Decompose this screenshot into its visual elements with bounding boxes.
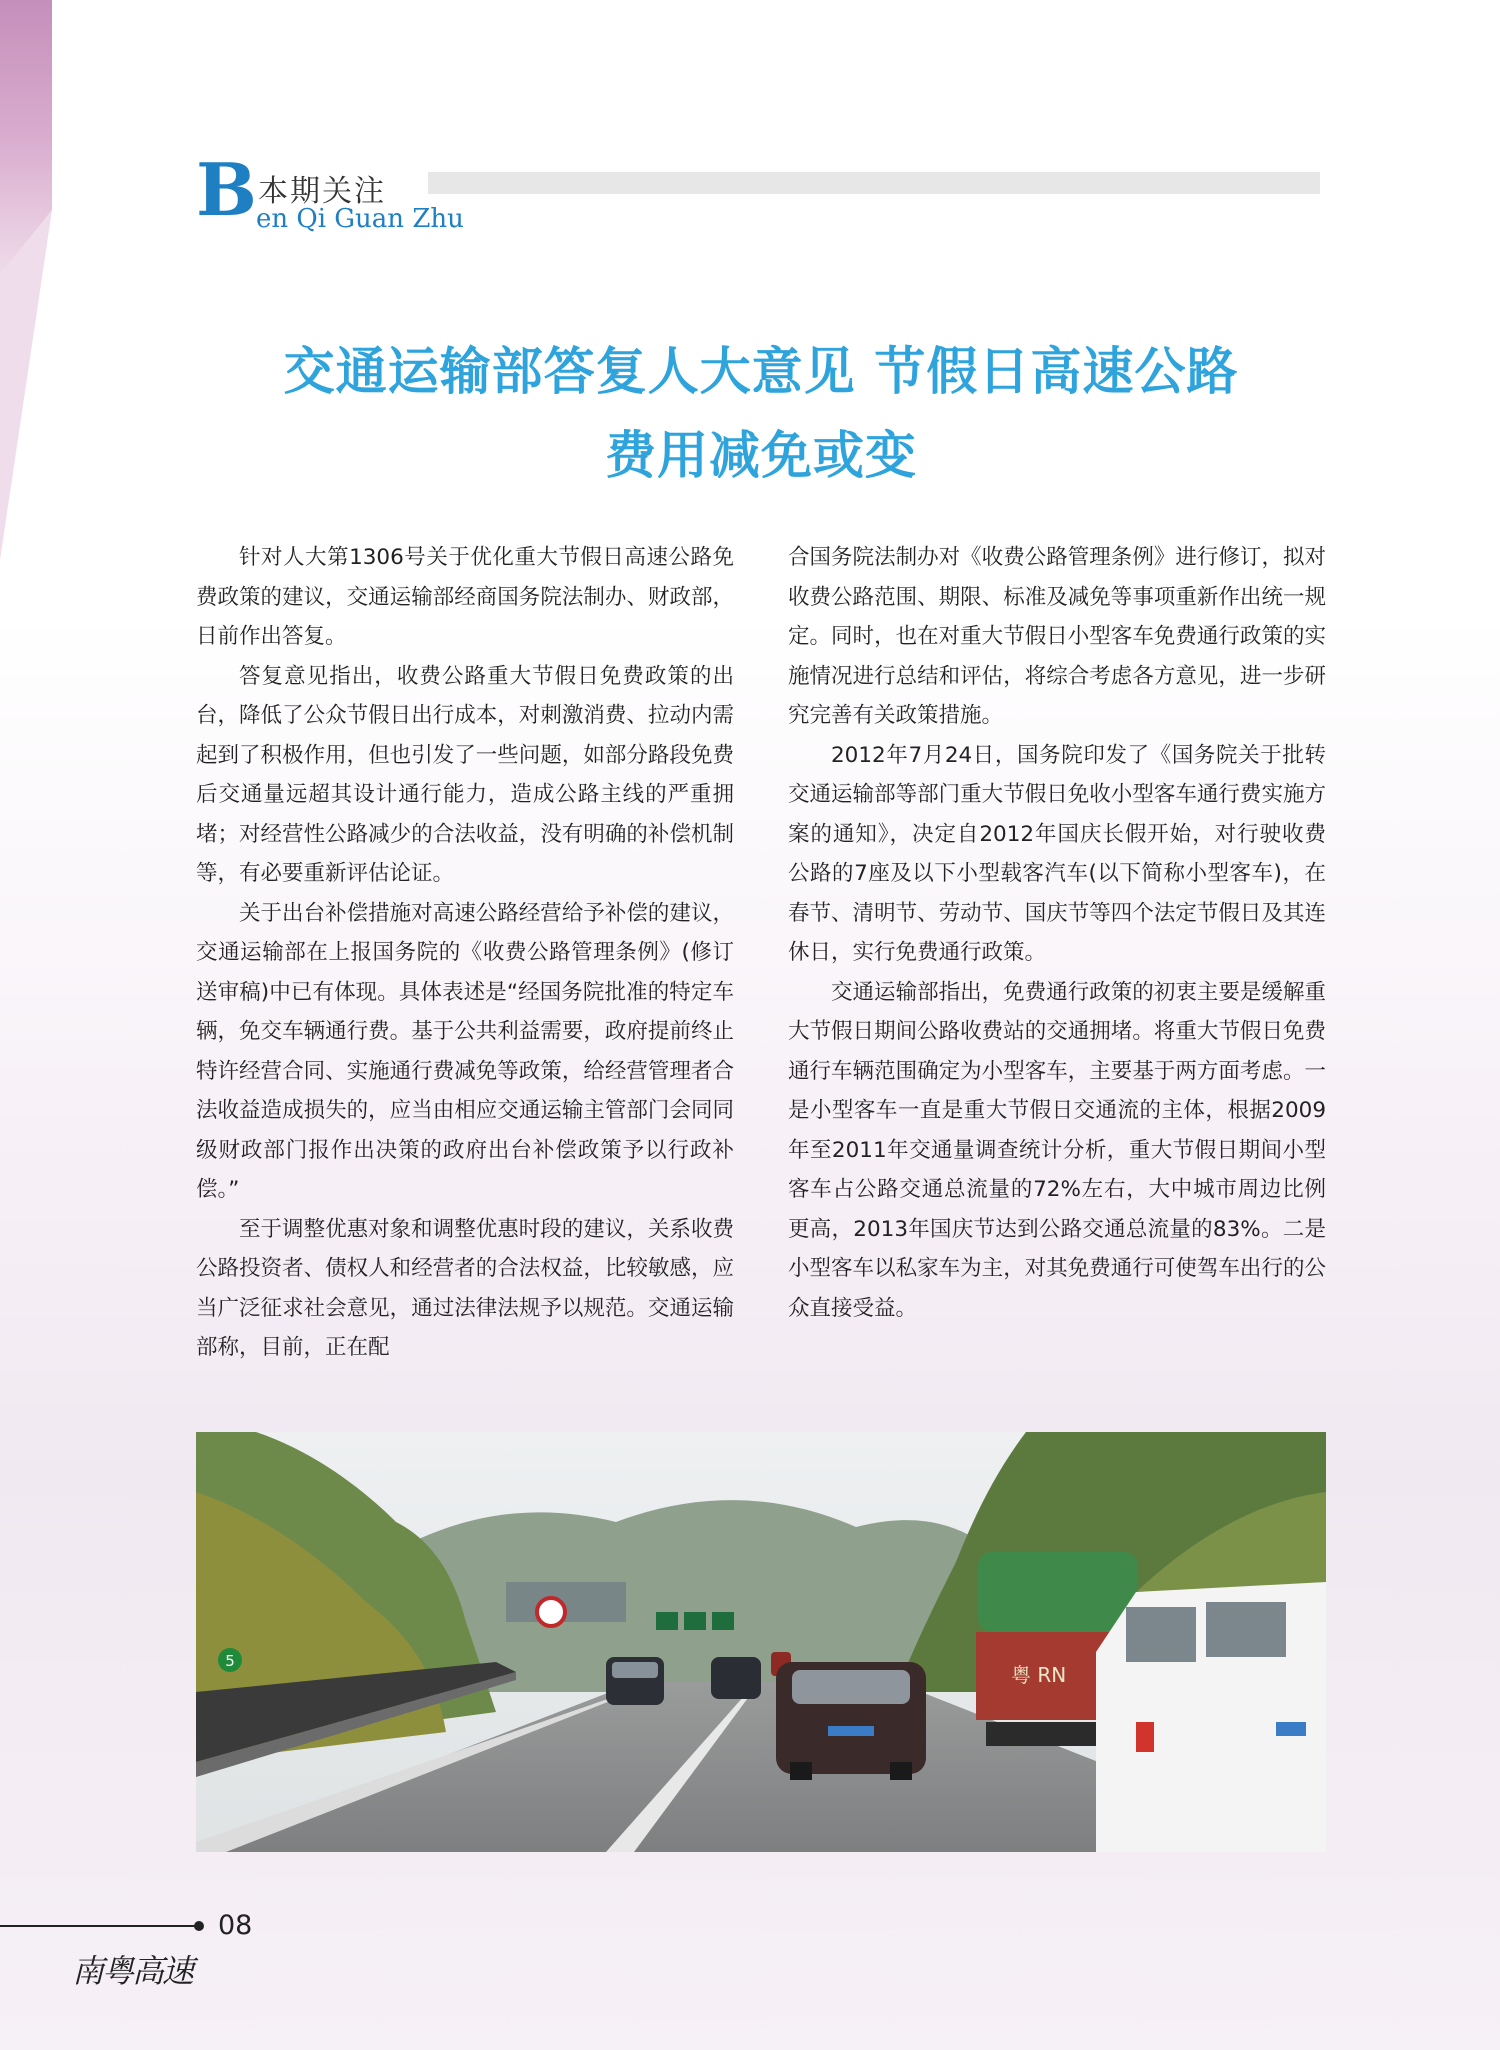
- highway-photo: [196, 1432, 1326, 1852]
- section-title-cn: 本期关注: [258, 174, 386, 209]
- section-header-bar: [428, 172, 1320, 194]
- paragraph: 针对人大第1306号关于优化重大节假日高速公路免费政策的建议，交通运输部经商国务院法制办、财政部，日前作出答复。: [196, 545, 734, 649]
- section-title-en: en Qi Guan Zhu: [256, 204, 464, 234]
- article-title-line-2: 费用减免或变: [604, 426, 917, 486]
- magazine-logo: 南粤高速: [72, 1952, 193, 1990]
- section-letter: B: [196, 147, 257, 232]
- paragraph: 关于出台补偿措施对高速公路经营给予补偿的建议，交通运输部在上报国务院的《收费公路管理条例》(修订送审稿)中已有体现。具体表述是“经国务院批准的特定车辆，免交车辆通行费。基于公共利益需要，政府提前终止特许经营合同、实施通行费减免等政策，给经营管理者合法收益造成损失的，应当由相应交通运输主管部门会同同级财政部门报作出决策的政府出台补偿政策予以行政补偿。”: [196, 900, 734, 1202]
- left-decorative-band: [0, 0, 60, 580]
- page-number: 08: [218, 1910, 253, 1941]
- article-title-line-1: 交通运输部答复人大意见 节假日高速公路: [283, 342, 1239, 402]
- truck-plate-text: 粤 RN: [1011, 1663, 1067, 1687]
- section-header: [196, 147, 1326, 240]
- paragraph: 至于调整优惠对象和调整优惠时段的建议，关系收费公路投资者、债权人和经营者的合法权益，比较敏感，应当广泛征求社会意见，通过法律法规予以规范。交通运输部称，目前，正在配: [196, 1216, 734, 1360]
- article-column-left: [196, 538, 734, 1368]
- article-title: [196, 330, 1326, 498]
- paragraph-continuation: 合国务院法制办对《收费公路管理条例》进行修订，拟对收费公路范围、期限、标准及减免等事项重新作出统一规定。同时，也在对重大节假日小型客车免费通行政策的实施情况进行总结和评估，将综合考虑各方意见，进一步研究完善有关政策措施。: [788, 545, 1326, 728]
- article-column-right: [788, 538, 1326, 1328]
- paragraph: 交通运输部指出，免费通行政策的初衷主要是缓解重大节假日期间公路收费站的交通拥堵。将重大节假日免费通行车辆范围确定为小型客车，主要基于两方面考虑。一是小型客车一直是重大节假日交通流的主体，根据2009年至2011年交通量调查统计分析，重大节假日期间小型客车占公路交通总流量的72%左右，大中城市周边比例更高，2013年国庆节达到公路交通总流量的83%。二是小型客车以私家车为主，对其免费通行可使驾车出行的公众直接受益。: [788, 979, 1326, 1321]
- paragraph: 答复意见指出，收费公路重大节假日免费政策的出台，降低了公众节假日出行成本，对刺激消费、拉动内需起到了积极作用，但也引发了一些问题，如部分路段免费后交通量远超其设计通行能力，造成公路主线的严重拥堵；对经营性公路减少的合法收益，没有明确的补偿机制等，有必要重新评估论证。: [196, 663, 734, 886]
- footer-rule-dot: [194, 1921, 204, 1931]
- lane-sign-text: 5: [225, 1652, 235, 1670]
- footer-rule: [0, 1925, 200, 1927]
- paragraph: 2012年7月24日，国务院印发了《国务院关于批转交通运输部等部门重大节假日免收小型客车通行费实施方案的通知》，决定自2012年国庆长假开始，对行驶收费公路的7座及以下小型载客汽车(以下简称小型客车)，在春节、清明节、劳动节、国庆节等四个法定节假日及其连休日，实行免费通行政策。: [788, 742, 1326, 965]
